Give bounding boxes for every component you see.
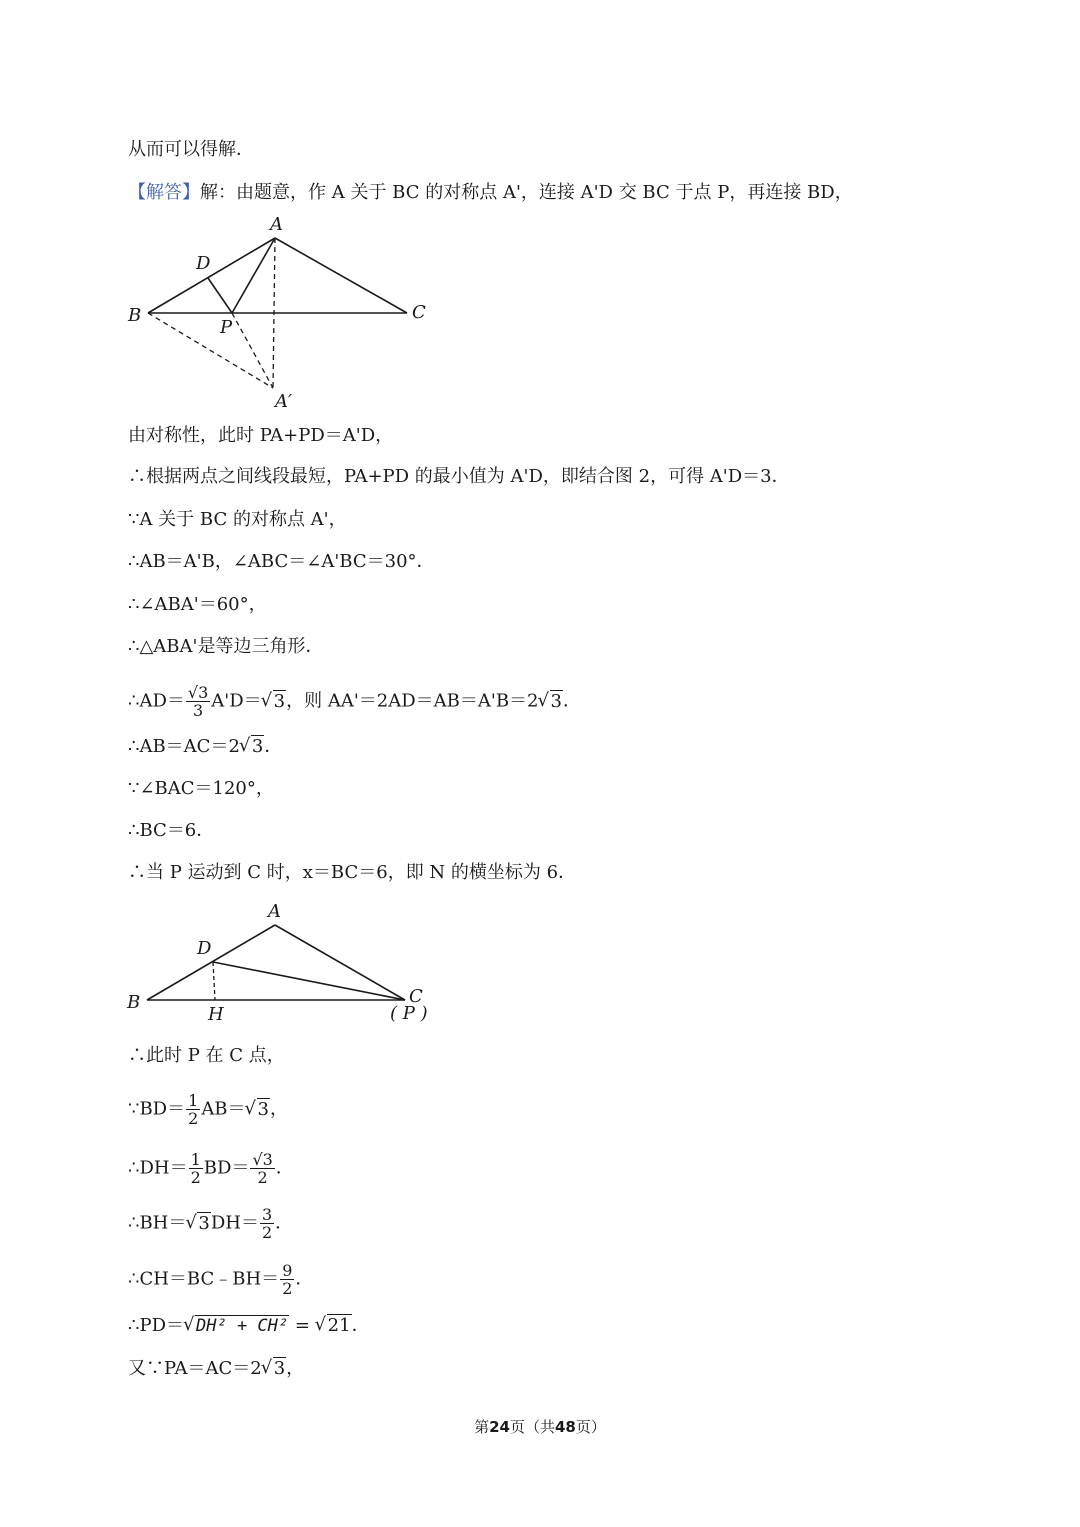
sqrt: √ 3: [240, 733, 264, 761]
segment-DC: [213, 962, 405, 1000]
segment-BA: [147, 925, 275, 1000]
text-line: ∴此时 P 在 C 点，: [128, 1045, 285, 1066]
fraction: $\frac{3}{2}$: [261, 1205, 273, 1242]
label-D: D: [196, 253, 211, 274]
segment-DH-dashed: [213, 962, 215, 1000]
answer-heading-line: 【解答】解：由题意，作 A 关于 BC 的对称点 A'，连接 A'D 交 BC 于点 P，再连接 BD，: [128, 182, 853, 203]
segment-BA: [148, 238, 275, 313]
text-line: ∵∠BAC＝120°，: [128, 778, 274, 799]
text-line: ∴CH＝BC﹣BH＝ $\frac{9}{2}$ ．: [128, 1261, 314, 1298]
figure-2-triangle: [120, 898, 440, 1028]
text-line: ∴AD＝ $\frac{√3}{3}$ A'D＝√ 3，则 AA'＝2AD＝AB＝A'B＝2√ 3．: [128, 684, 581, 719]
label-A: A: [270, 214, 283, 235]
sqrt: √ 3: [262, 1355, 286, 1383]
text-line: ∴AB＝AC＝2√ 3．: [128, 733, 282, 761]
text-line: ∴∠ABA'＝60°，: [128, 594, 267, 615]
text-line: ∴AB＝A'B，∠ABC＝∠A'BC＝30°．: [128, 551, 435, 572]
sqrt: √ 3: [186, 1210, 210, 1238]
fraction: $\frac{1}{2}$: [188, 1091, 199, 1128]
fraction: $\frac{√3}{3}$: [187, 683, 209, 720]
text-line: 由对称性，此时 PA+PD＝A'D，: [128, 425, 394, 446]
sqrt: √ DH² + CH²: [184, 1312, 289, 1340]
segment-AC: [275, 238, 407, 313]
sqrt: √ 3: [246, 1096, 270, 1124]
segment-PA: [232, 238, 275, 313]
label-A-prime: A′: [275, 391, 293, 412]
segment-BA2-dashed: [148, 313, 273, 388]
page-number: 24: [489, 1418, 510, 1436]
text-line: ∴△ABA'是等边三角形．: [128, 636, 324, 657]
label-A: A: [268, 901, 281, 922]
text-line: ∴PD＝√ DH² + CH² = √ 21．: [128, 1312, 370, 1340]
label-B: B: [127, 992, 141, 1013]
label-D: D: [197, 938, 212, 959]
fraction: $\frac{√3}{2}$: [252, 1150, 273, 1187]
text-line: ∴根据两点之间线段最短，PA+PD 的最小值为 A'D，即结合图 2，可得 A'D＝3．: [128, 466, 790, 487]
text-line: ∵A 关于 BC 的对称点 A'，: [128, 509, 347, 530]
label-P: P: [220, 317, 233, 338]
sqrt: √ 3: [262, 688, 286, 716]
text-line: ∴BH＝√ 3DH＝ $\frac{3}{2}$ ．: [128, 1206, 293, 1241]
fraction: $\frac{9}{2}$: [282, 1261, 293, 1298]
figure-1-triangle-reflection: [120, 210, 440, 415]
segment-AC: [275, 925, 405, 1000]
text-line: ∴BC＝6．: [128, 820, 215, 841]
label-H: H: [208, 1004, 224, 1025]
text-line: ∵BD＝ $\frac{1}{2}$ AB＝√ 3，: [128, 1092, 288, 1127]
text-line: 又∵PA＝AC＝2√ 3，: [128, 1355, 304, 1383]
label-B: B: [128, 305, 142, 326]
total-pages: 48: [555, 1418, 576, 1436]
text-line: 从而可以得解．: [128, 139, 254, 160]
text-line: ∴DH＝ $\frac{1}{2}$ BD＝ $\frac{√3}{2}$ ．: [128, 1150, 294, 1187]
fraction: $\frac{1}{2}$: [190, 1150, 201, 1187]
answer-tag: 【解答】: [128, 182, 200, 203]
segment-DP: [208, 278, 232, 313]
label-P: ( P ): [390, 1003, 428, 1024]
label-C: C: [412, 302, 426, 323]
segment-PA2-dashed: [232, 313, 273, 388]
sqrt: √ 3: [539, 688, 563, 716]
text-line: ∴当 P 运动到 C 时，x＝BC＝6，即 N 的横坐标为 6．: [128, 862, 577, 883]
page-footer: 第24页（共48页）: [474, 1418, 606, 1436]
label-C: C: [409, 986, 423, 1007]
sqrt: √ 21: [316, 1312, 352, 1340]
